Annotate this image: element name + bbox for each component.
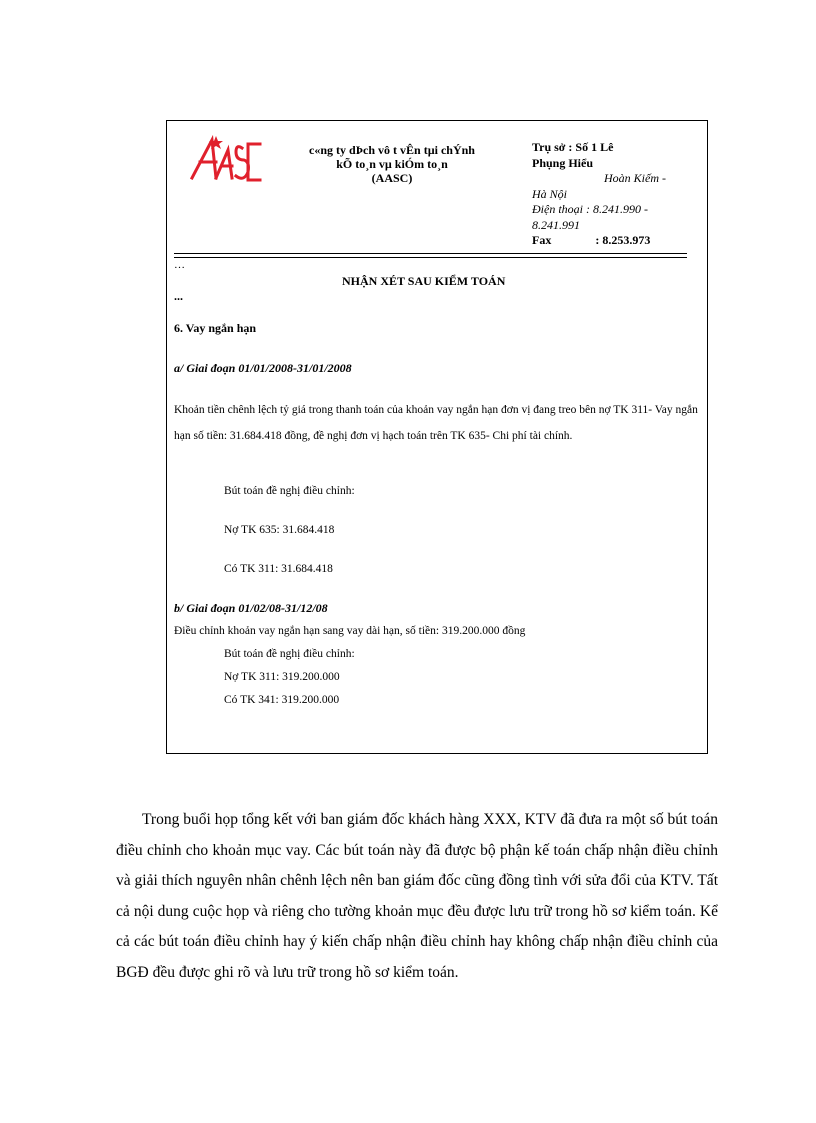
company-name [276, 143, 508, 185]
ellipsis-top: … [174, 259, 185, 271]
address-line-3: Hoàn Kiếm - [604, 171, 666, 185]
period-a-heading: a/ Giai đoạn 01/01/2008-31/01/2008 [174, 361, 352, 375]
report-title: NHẬN XÉT SAU KIỂM TOÁN [342, 274, 506, 288]
debit-entry-a: Nợ TK 635: 31.684.418 [224, 524, 335, 536]
ellipsis-bold: ... [174, 289, 183, 303]
company-name-line-3: (AASC) [371, 171, 413, 185]
fax-line [532, 233, 682, 249]
company-name-line-2: kÕ to¸n vµ kiÓm to¸n [336, 157, 448, 171]
paragraph-a: Khoản tiền chênh lệch tỷ giá trong thanh toán của khoản vay ngắn hạn đơn vị đang treo bên nợ TK 311- Vay ngắn hạn số tiền: 31.684.418 đồng, đề nghị đơn vị hạch toán trên TK 635- Chi phí tài chính. [174, 404, 698, 442]
aasc-logo [186, 130, 266, 190]
header-divider [174, 253, 687, 258]
phone-line-1: Điện thoại : 8.241.990 - [532, 202, 648, 216]
fax-value: : 8.253.973 [595, 233, 651, 247]
period-b-heading: b/ Giai đoạn 01/02/08-31/12/08 [174, 601, 328, 615]
section-heading: 6. Vay ngắn hạn [174, 321, 257, 335]
adjust-label-a: Bút toán đề nghị điều chỉnh: [224, 485, 355, 497]
address-line-4: Hà Nội [532, 186, 568, 201]
body-paragraph [116, 805, 718, 989]
phone-line-2: 8.241.991 [532, 217, 580, 232]
debit-entry-b: Nợ TK 311: 319.200.000 [224, 671, 340, 683]
address-line-1: Trụ sở : Số 1 Lê [532, 140, 614, 154]
adjust-label-b: Bút toán đề nghị điều chỉnh: [224, 648, 355, 660]
credit-entry-b: Có TK 341: 319.200.000 [224, 694, 340, 706]
paragraph-b: Điều chỉnh khoản vay ngắn hạn sang vay dài hạn, số tiền: 319.200.000 đồng [174, 625, 526, 637]
company-name-line-1: c«ng ty dÞch vô t vÊn tµi chÝnh [309, 143, 475, 157]
company-address-block [532, 140, 682, 249]
fax-label: Fax [532, 233, 552, 247]
credit-entry-a: Có TK 311: 31.684.418 [224, 563, 333, 575]
body-paragraph-text: Trong buổi họp tổng kết với ban giám đốc khách hàng XXX, KTV đã đưa ra một số bút toán điều chỉnh cho khoản mục vay. Các bút toán này đã được bộ phận kế toán chấp nhận điều chỉnh và giải thích nguyên nhân chênh lệch nên ban giám đốc cũng đồng tình với sửa đổi của KTV. Tất cả nội dung cuộc họp và riêng cho tường khoản mục đều được lưu trữ trong hồ sơ kiểm toán. Kể cả các bút toán điều chỉnh hay ý kiến chấp nhận điều chỉnh hay không chấp nhận điều chỉnh của BGĐ đều được ghi rõ và lưu trữ trong hồ sơ kiểm toán. [116, 811, 718, 981]
address-line-2: Phụng Hiểu [532, 155, 594, 170]
